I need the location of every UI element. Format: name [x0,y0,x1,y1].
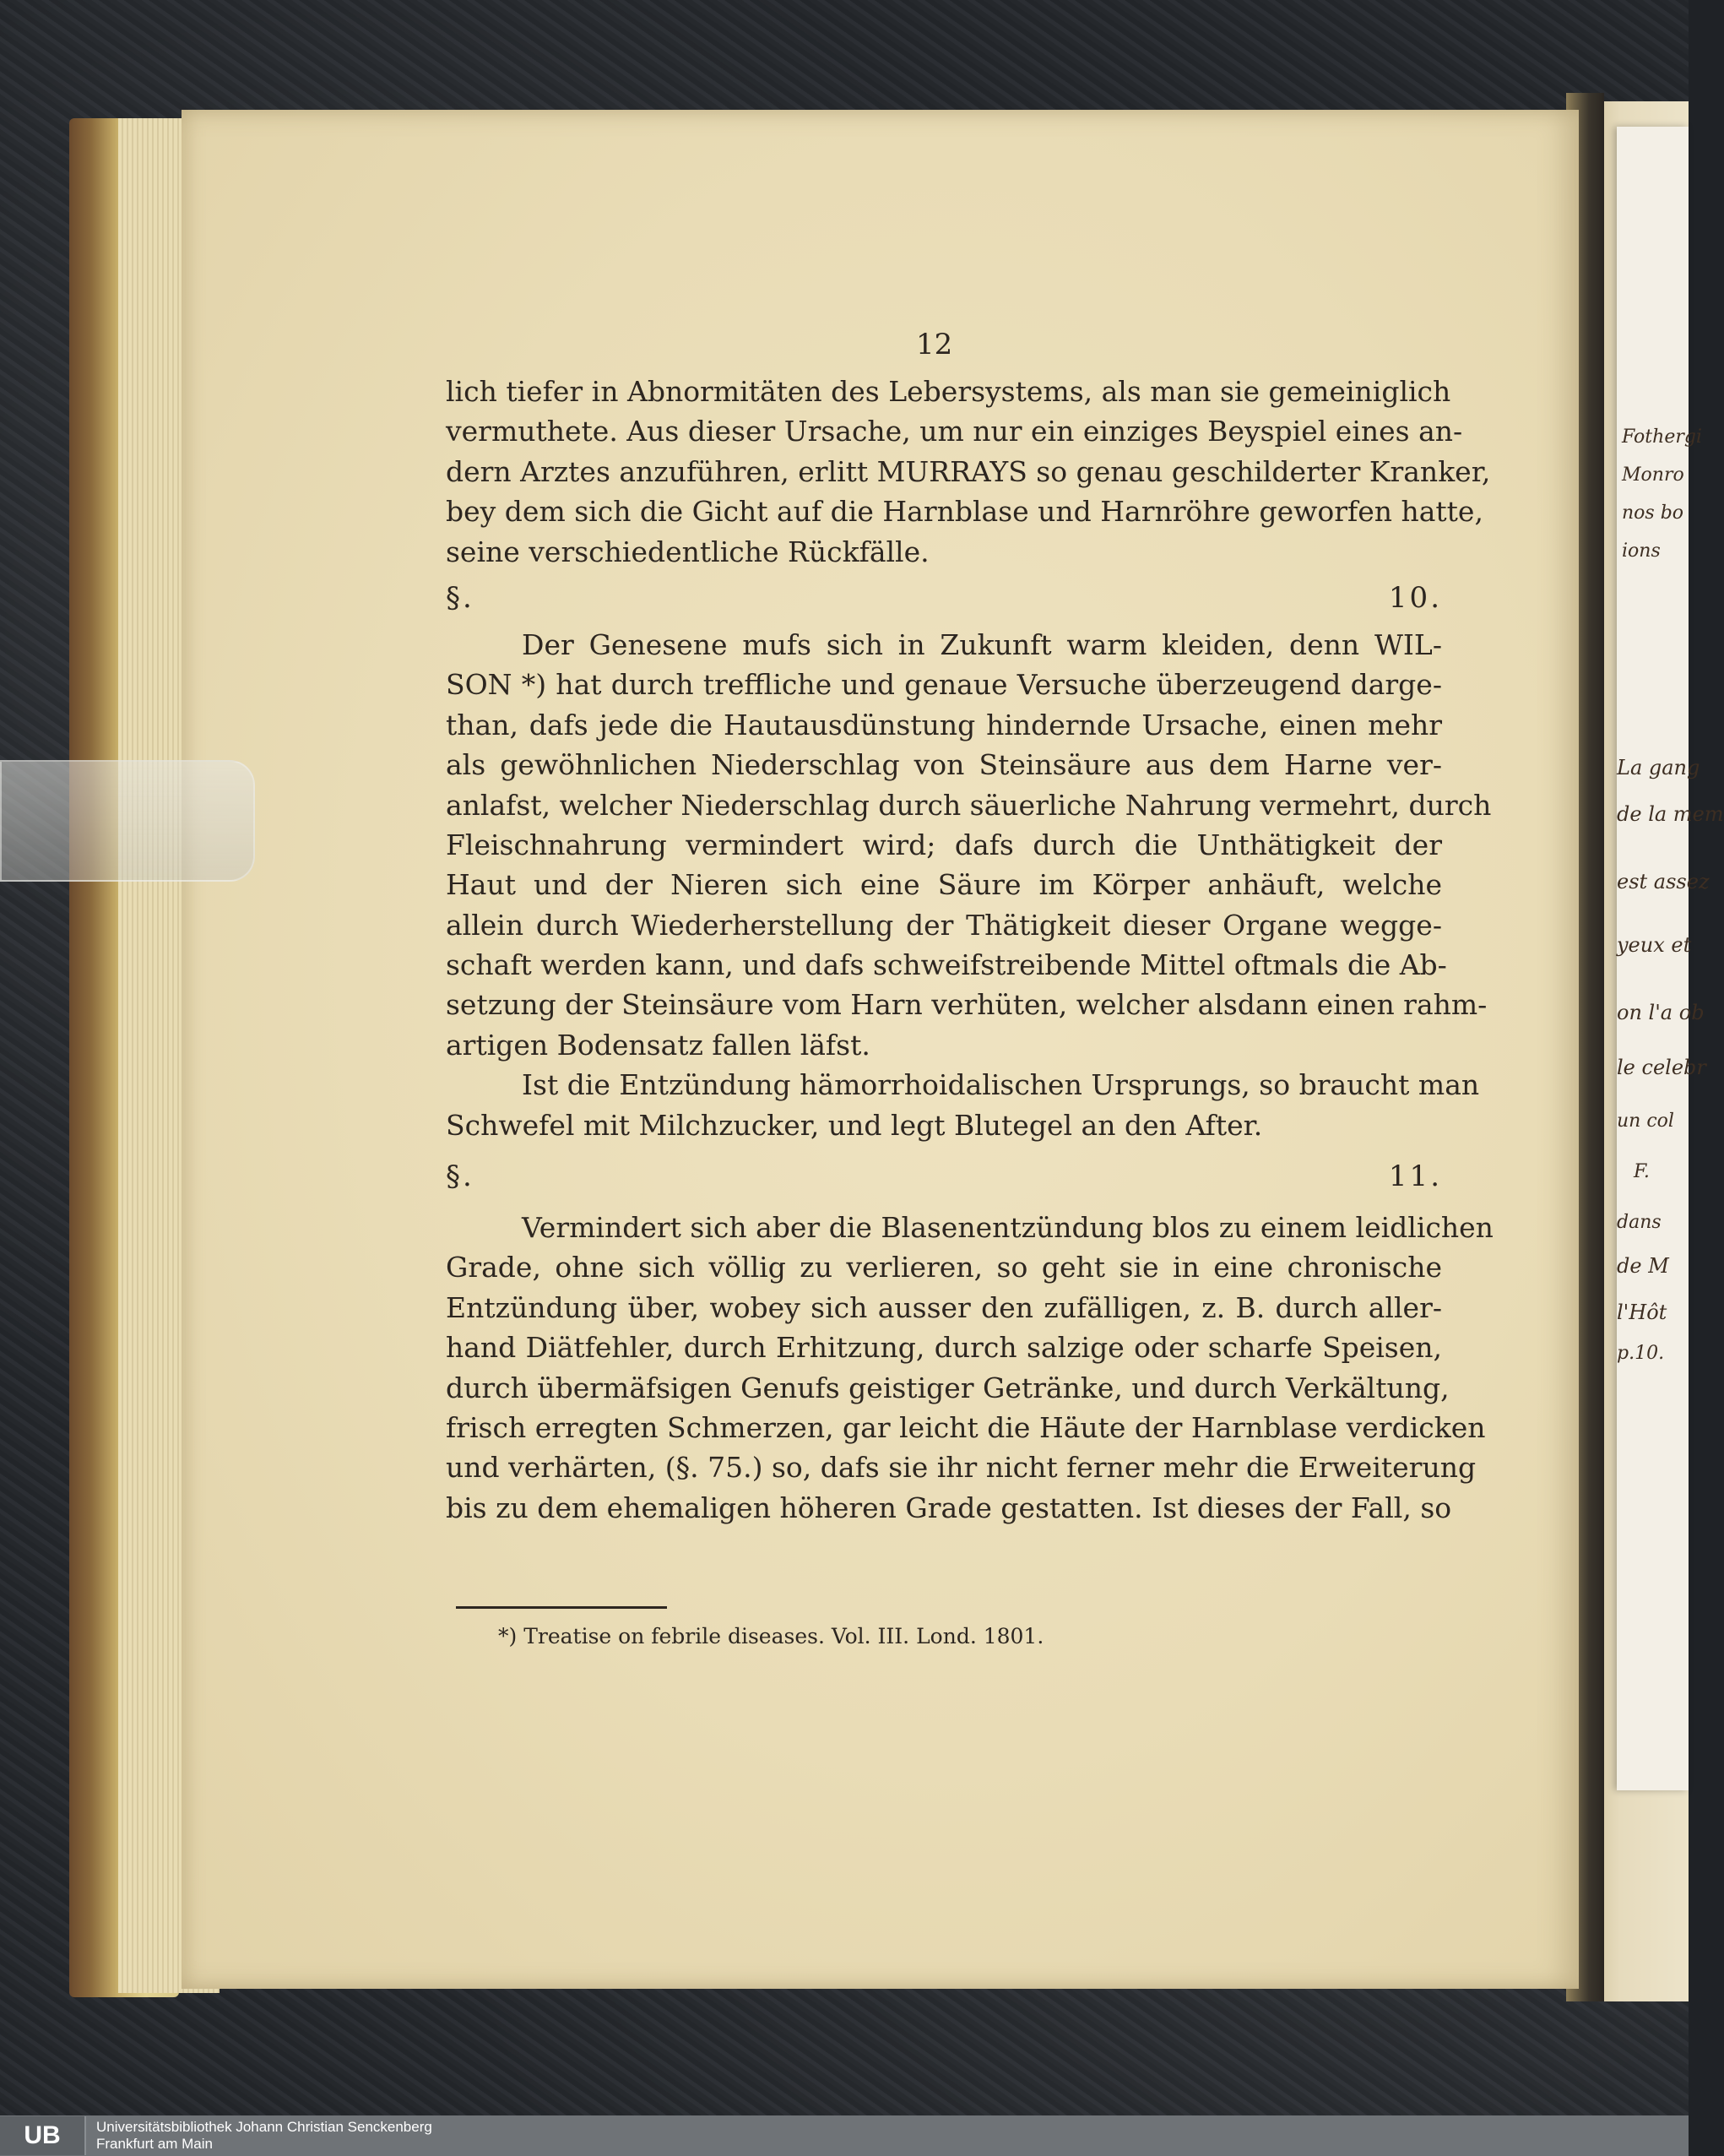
text-line: bey dem sich die Gicht auf die Harnblase und Harnröhre geworfen hatte, [446,495,1483,529]
text-line: SON *) hat durch treffliche und genaue Versuche überzeugend darge- [446,668,1442,702]
text-line: allein durch Wiederherstellung der Thätigkeit dieser Organe wegge- [446,908,1442,942]
margin-note: p.10. [1617,1343,1665,1364]
text-line: artigen Bodensatz fallen läfst. [446,1028,870,1062]
text-line: schaft werden kann, und dafs schweifstreibende Mittel oftmals die Ab- [446,948,1447,982]
text-line: bis zu dem ehemaligen höheren Grade gestatten. Ist dieses der Fall, so [446,1491,1452,1524]
margin-note: de M [1617,1254,1669,1278]
library-name [96,2119,432,2153]
section-heading: §. 11. [446,1159,1442,1194]
text-line: Entzündung über, wobey sich ausser den zufälligen, z. B. durch aller- [446,1290,1442,1324]
text-line: als gewöhnlichen Niederschlag von Steinsäure aus dem Harne ver- [446,748,1442,782]
footnote: *) Treatise on febrile diseases. Vol. III. Lond. 1801. [498,1624,1044,1648]
margin-note: F. [1634,1161,1650,1182]
text-line: vermuthete. Aus dieser Ursache, um nur ein einziges Beyspiel eines an- [446,415,1463,448]
library-footer [0,2115,1689,2156]
text-line: anlafst, welcher Niederschlag durch säuerliche Nahrung vermehrt, durch [446,788,1492,822]
text-line: seine verschiedentliche Rückfälle. [446,535,930,568]
text-line: frisch erregten Schmerzen, gar leicht die Häute der Harnblase verdicken [446,1410,1486,1444]
margin-note: ions [1622,540,1661,562]
text-line: than, dafs jede die Hautausdünstung hindernde Ursache, einen mehr [446,708,1442,741]
text-line: dern Arztes anzuführen, erlitt MURRAYS so genau geschilderter Kranker, [446,454,1491,488]
margin-note: La gang [1617,756,1700,779]
text-line: Haut und der Nieren sich eine Säure im Körper anhäuft, welche [446,868,1442,902]
page-number: 12 [916,328,953,361]
margin-note: un col [1617,1111,1674,1132]
margin-note: yeux et [1617,933,1692,957]
text-line: und verhärten, (§. 75.) so, dafs sie ihr nicht ferner mehr die Erweiterung [446,1451,1477,1485]
text-line: durch übermäfsigen Genufs geistiger Getränke, und durch Verkältung, [446,1371,1450,1404]
text-line: lich tiefer in Abnormitäten des Lebersystems, als man sie gemeiniglich [446,375,1451,408]
text-line: Vermindert sich aber die Blasenentzündung blos zu einem leidlichen [522,1211,1494,1245]
margin-note: l'Hôt [1617,1301,1667,1324]
margin-note: le celebr [1617,1056,1706,1079]
margin-note: Fothergi [1622,426,1702,448]
bookmark-tab [0,760,255,882]
text-line: Ist die Entzündung hämorrhoidalischen Ursprungs, so braucht man [522,1068,1480,1102]
margin-note: on l'a ob [1617,1001,1705,1024]
library-city-line: Frankfurt am Main [96,2136,213,2152]
margin-note: est assez [1617,870,1710,893]
text-line: Der Genesene mufs sich in Zukunft warm kleiden, denn WIL- [522,627,1442,661]
library-logo: UB [0,2116,86,2155]
margin-note: nos bo [1622,502,1684,524]
footnote-rule [456,1606,667,1609]
text-line: Schwefel mit Milchzucker, und legt Blutegel an den After. [446,1108,1263,1142]
text-line: hand Diätfehler, durch Erhitzung, durch salzige oder scharfe Speisen, [446,1331,1442,1365]
text-line: Fleischnahrung vermindert wird; dafs durch die Unthätigkeit der [446,828,1442,861]
page-text [446,372,1494,1528]
text-line: Grade, ohne sich völlig zu verlieren, so geht sie in eine chronische [446,1251,1442,1284]
margin-note: dans [1617,1212,1662,1233]
section-heading: §. 10. [446,580,1442,615]
margin-note: de la mem [1617,802,1724,826]
text-line: setzung der Steinsäure vom Harn verhüten, welcher alsdann einen rahm- [446,988,1488,1022]
margin-note: Monro [1622,464,1684,486]
library-name-line: Universitätsbibliothek Johann Christian Senckenberg [96,2119,432,2135]
handwritten-note-card [1617,127,1724,1790]
